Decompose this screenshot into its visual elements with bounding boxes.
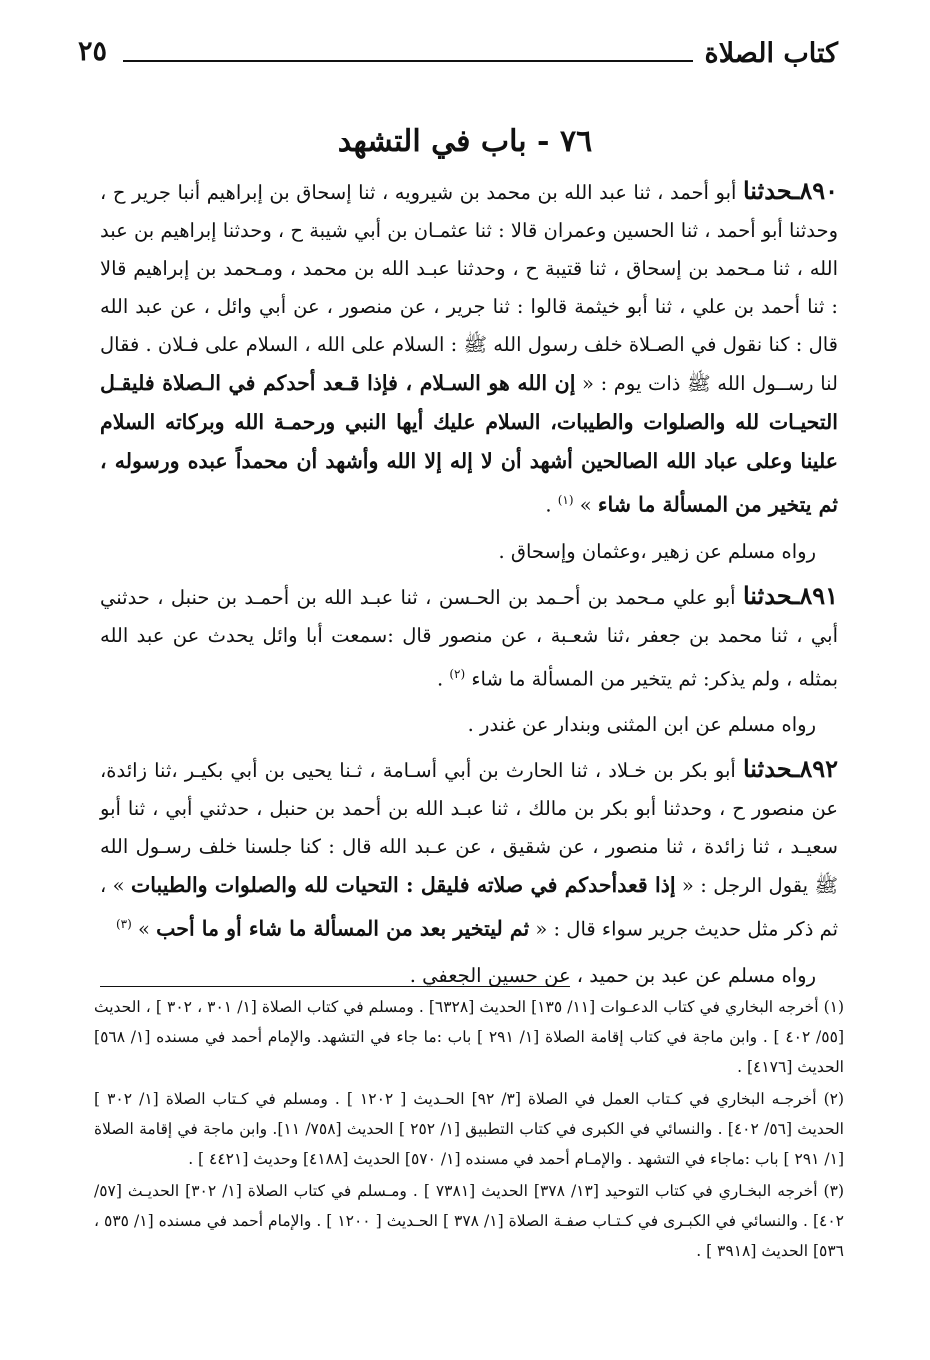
- hadith-text: [100, 172, 838, 525]
- footnote-3: (٣) أخرجه البخـاري في كتاب التوحيد [١٣/ ٣٧٨] الحديث [٧٣٨١ ] . ومـسلم في كتاب الصلاة [١/ ٣٠٢] الحديـث [٥٧/ ٤٠٢] . والنسائي في الكبـرى في كـتـاب صفـة الصلاة [١/ ٣٧٨ ] الحـديث [ ١٢٠٠ ] . والإمام أحمد في مسنده [١/ ٥٣٥ ، ٥٣٦] الحديث [٣٩١٨ ] .: [94, 1182, 844, 1260]
- hadith-number: ٨٩٢ـ: [792, 754, 838, 783]
- hadith-continuation: » ، ثم ذكر مثل حديث جرير سواء قال : «: [100, 874, 838, 941]
- hadith-number: ٨٩٠ـ: [792, 176, 838, 205]
- narration-note: رواه مسلم عن عبد بن حميد ، عن حسين الجعفي .: [409, 963, 816, 987]
- footnote-ref: (٣): [115, 917, 132, 931]
- hadith-891: [100, 577, 838, 745]
- hadith-quote: إذا قعدأحدكم في صلاته فليقل : التحيات لله والصلوات والطيبات: [131, 873, 676, 897]
- narration-note: رواه مسلم عن زهير ،وعثمان وإسحاق .: [498, 539, 816, 563]
- footnotes: [94, 992, 844, 1268]
- narration-note: رواه مسلم عن ابن المثنى وبندار عن غندر .: [467, 713, 816, 736]
- footnote-separator: [100, 986, 570, 987]
- haddathana-label: حدثنا: [742, 580, 793, 610]
- footnote-1: (١) أخرجه البخاري في كتاب الدعـوات [١١/ ١٣٥] الحديث [٦٣٢٨] . ومسلم في كتاب الصلاة [١/ ٣٠١ ، ٣٠٢ ] ، الحديث [٥٥/ ٤٠٢ ] . وابن ماجة في كتاب إقامة الصلاة [١/ ٢٩١ ] باب :ما جاء في التشهد. والإمام أحمد في مسنده [١/ ٥٦٨] الحديث [٤١٧٦] .: [94, 998, 845, 1076]
- book-title: كتاب الصلاة: [704, 38, 838, 69]
- hadith-text: [100, 750, 838, 949]
- hadith-end: .: [545, 493, 558, 517]
- hadith-end: .: [436, 667, 450, 690]
- chapter-heading: ٧٦ - باب في التشهد: [337, 124, 593, 159]
- hadith-isnad: أبو بكر بن خـلاد ، ثنا الحارث بن أبي أسـامة ، ثـنا يحيى بن أبي بكيـر ،ثنا زائدة، عن منصور ح ، وحدثنا أبو بكر بن مالك ، ثنا عبـد الله بن أحمد بن حنبل ، حدثني أبي ، ثنا أبو سعيـد ، ثنا زائدة ، ثنا منصور ، عن شقيق ، عن عـبد الله قال : كنا جلسنا خلف رسـول الله ﷺ يقول الرجل : «: [100, 759, 838, 897]
- page-number: ٢٥: [78, 36, 108, 67]
- quote-close: »: [131, 917, 157, 941]
- footnote-2: (٢) أخرجـه البخاري في كـتاب العمل في الصلاة [٣/ ٩٢] الحـديث [ ١٢٠٢ ] . ومسلم في كـتاب الصلاة [١/ ٣٠٢ ] الحديث [٥٦/ ٤٠٢] . والنسائي في الكبرى في كتاب التطبيق [١/ ٢٥٢ ] الحديث [٧٥٨/ ١١]. وابن ماجة في إقامة الصلاة [١/ ٢٩١ ] باب :ماجاء في التشهد . والإمـام أحمد في مسنده [١/ ٥٧٠] الحديث [٤١٨٨] وحديث [٤٤٢١ ] .: [94, 1090, 845, 1168]
- footnote-ref: (١): [557, 493, 574, 507]
- footnote-ref: (٢): [449, 666, 466, 681]
- hadith-isnad: أبو علي مـحمد بن أحـمد بن الحـسن ، ثنا عبـد الله بن أحمـد بن حنبل ، حدثني أبي ، ثنا محمد بن جعفر ،ثنا شعـبة ، عن منصور قال :سمعت أبا وائل يحدث عن عبد الله بمثله ، ولم يذكر: ثم يتخير من المسألة ما شاء: [100, 585, 838, 690]
- hadith-number: ٨٩١ـ: [792, 580, 838, 610]
- hadith-text: [100, 577, 838, 699]
- hadith-isnad: أبو أحمد ، ثنا عبد الله بن محمد بن شيرويه ، ثنا إسحاق بن إبراهيم أنبا جرير ح ، وحدثنا أبو أحمد ، ثنا الحسين وعمران قالا : ثنا عثمـان بن أبي شيبة ح ، وحدثنا إبراهيم بن عبد الله ، ثنا مـحمد بن إسحاق ، ثنا قتيبة ح ، وحدثنا عبـد الله بن محمد ، ومـحمد بن إبراهيم قالا : ثنا أحمد بن علي ، ثنا أبو خيثمة قالوا : ثنا جرير ، عن منصور ، عن أبي وائل ، عن عبد الله قال : كنا نقول في الصـلاة خلف رسول الله ﷺ : السلام على الله ، السلام على فـلان . فقال لنا رســول الله ﷺ ذات يوم : «: [99, 181, 838, 395]
- hadith-quote: ثم ليتخير بعد من المسألة ما شاء أو ما أحب: [156, 916, 530, 941]
- header-rule: [123, 60, 693, 62]
- hadith-892: [100, 750, 838, 995]
- haddathana-label: حدثنا: [742, 754, 793, 783]
- haddathana-label: حدثنا: [742, 176, 793, 205]
- hadith-890: [100, 172, 838, 571]
- body-text: [100, 172, 838, 1001]
- page-header: [78, 32, 838, 72]
- quote-close: »: [573, 493, 598, 517]
- hadith-quote: إن الله هو السـلام ، فإذا قـعد أحدكم في الـصلاة فليقـل التحيـات لله والصلوات والطيبات، السلام عليك أيها النبي ورحمـة الله وبركاته السلام علينا وعلى عباد الله الصالحين أشهد أن لا إله إلا الله وأشهد أن محمداً عبده ورسوله ، ثم يتخير من المسألة ما شاء: [100, 371, 838, 517]
